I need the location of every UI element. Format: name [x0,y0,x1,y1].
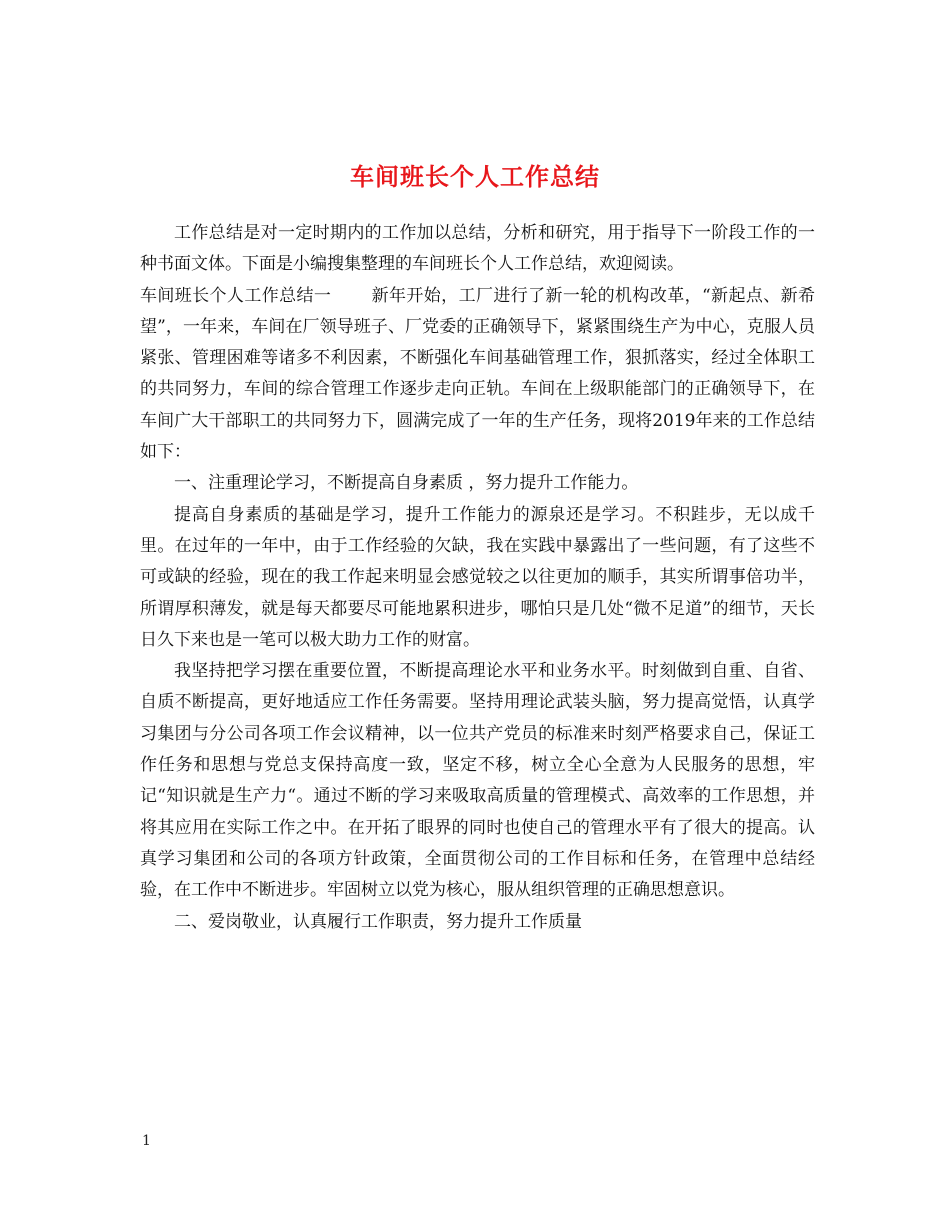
theory-paragraph: 我坚持把学习摆在重要位置，不断提高理论水平和业务水平。时刻做到自重、自省、自质不断提高，更好地适应工作任务需要。坚持用理论武装头脑，努力提高觉悟，认真学习集团与分公司各项工作会议精神，以一位共产党员的标准来时刻严格要求自己，保证工作任务和思想与党总支保持高度一致，坚定不移，树立全心全意为人民服务的思想，牢记“知识就是生产力“。通过不断的学习来吸取高质量的管理模式、高效率的工作思想，并将其应用在实际工作之中。在开拓了眼界的同时也使自己的管理水平有了很大的提高。认真学习集团和公司的各项方针政策，全面贯彻公司的工作目标和任务，在管理中总结经验，在工作中不断进步。牢固树立以党为核心，服从组织管理的正确思想意识。 [140,661,815,901]
section-heading-two: 二、爱岗敬业，认真履行工作职责，努力提升工作质量 [174,911,582,932]
page-number: 1 [142,1133,151,1149]
summary-one-paragraph [140,281,815,469]
intro-paragraph: 工作总结是对一定时期内的工作加以总结，分析和研究，用于指导下一阶段工作的一种书面文体。下面是小编搜集整理的车间班长个人工作总结，欢迎阅读。 [140,223,815,275]
document-body [140,218,815,938]
section-heading-one: 一、注重理论学习，不断提高自身素质 ，努力提升工作能力。 [174,473,639,494]
summary-one-text: 新年开始，工厂进行了新一轮的机构改革，“新起点、新希望”，一年来，车间在厂领导班子、厂党委的正确领导下，紧紧围绕生产为中心，克服人员紧张、管理困难等诸多不利因素，不断强化车间基础管理工作，狠抓落实，经过全体职工的共同努力，车间的综合管理工作逐步走向正轨。车间在上级职能部门的正确领导下，在车间广大干部职工的共同努力下，圆满完成了一年的生产任务，现将2019年来的工作总结如下： [140,285,815,463]
document-title: 车间班长个人工作总结 [350,162,600,192]
summary-one-heading: 车间班长个人工作总结一 [140,285,332,306]
study-paragraph: 提高自身素质的基础是学习，提升工作能力的源泉还是学习。不积跬步，无以成千里。在过年的一年中，由于工作经验的欠缺，我在实践中暴露出了一些问题，有了这些不可或缺的经验，现在的我工作起来明显会感觉较之以往更加的顺手，其实所谓事倍功半，所谓厚积薄发，就是每天都要尽可能地累积进步，哪怕只是几处“微不足道”的细节，天长日久下来也是一笔可以极大助力工作的财富。 [140,504,815,650]
